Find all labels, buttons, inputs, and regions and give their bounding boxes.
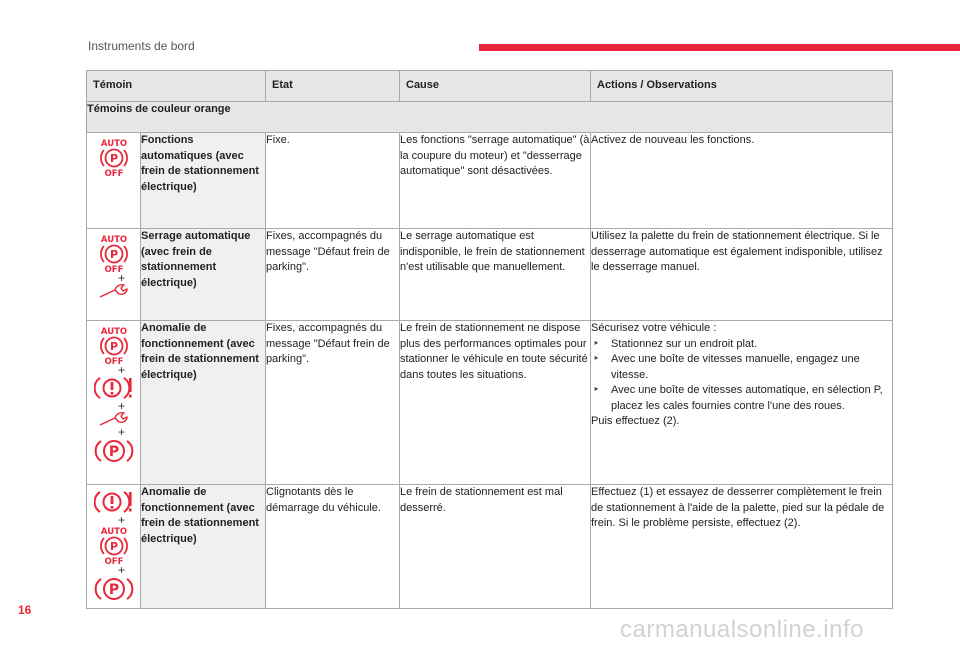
svg-text:AUTO: AUTO — [100, 235, 127, 245]
parking-brake-p-icon — [94, 437, 134, 465]
temoin-name: Fonctions automatiques (avec frein de stationnement électrique) — [141, 133, 266, 229]
svg-text:P: P — [109, 248, 118, 261]
svg-text:AUTO: AUTO — [100, 527, 127, 537]
brake-warning-icon — [94, 375, 134, 401]
etat-text: Fixes, accompagnés du message "Défaut frein de parking". — [266, 229, 400, 321]
auto-off-p-icon — [97, 525, 131, 565]
svg-text:P: P — [109, 152, 118, 165]
cause-text: Le serrage automatique est indisponible, le frein de stationnement n'est utilisable que manuellement. — [400, 229, 591, 321]
parking-brake-p-icon — [94, 575, 134, 603]
svg-text:P: P — [108, 582, 119, 598]
group-title: Témoins de couleur orange — [87, 102, 893, 133]
wrench-icon — [97, 283, 131, 299]
auto-off-p-icon — [97, 325, 131, 365]
page-number: 16 — [18, 603, 32, 617]
cause-text: Le frein de stationnement est mal desserré. — [400, 485, 591, 609]
icon-cell — [87, 229, 141, 321]
watermark: carmanualsonline.info — [620, 616, 864, 643]
list-item: ‣ Stationnez sur un endroit plat. — [591, 337, 892, 353]
actions-text: Activez de nouveau les fonctions. — [591, 133, 893, 229]
plus-sign: + — [117, 563, 125, 577]
column-header-actions: Actions / Observations — [591, 71, 893, 102]
icon-cell — [87, 133, 141, 229]
svg-text:P: P — [108, 444, 119, 460]
brake-warning-icon — [94, 489, 134, 515]
warning-lights-table — [86, 70, 893, 609]
icon-cell — [87, 485, 141, 609]
table-row — [87, 133, 893, 229]
cause-text: Les fonctions "serrage automatique" (à la coupure du moteur) et "desserrage automatique" sont désactivées. — [400, 133, 591, 229]
table-row — [87, 321, 893, 485]
svg-text:AUTO: AUTO — [100, 327, 127, 337]
plus-sign: + — [117, 271, 125, 285]
svg-text:P: P — [109, 340, 118, 353]
svg-text:OFF: OFF — [104, 169, 123, 177]
svg-text:P: P — [109, 540, 118, 553]
column-header-cause: Cause — [400, 71, 591, 102]
actions-cell — [591, 321, 893, 485]
temoin-name: Anomalie de fonctionnement (avec frein de stationnement électrique) — [141, 321, 266, 485]
group-row — [87, 102, 893, 133]
plus-sign: + — [117, 399, 125, 413]
etat-text: Fixe. — [266, 133, 400, 229]
svg-text:OFF: OFF — [104, 557, 123, 565]
table-header-row — [87, 71, 893, 102]
list-item: ‣ Avec une boîte de vitesses manuelle, engagez une vitesse. — [591, 352, 892, 383]
header-accent-bar — [479, 44, 960, 51]
svg-text:OFF: OFF — [104, 357, 123, 365]
list-item: ‣ Avec une boîte de vitesses automatique, en sélection P, placez les cales fournies contre l'une des roues. — [591, 383, 892, 414]
icon-cell — [87, 321, 141, 485]
section-title: Instruments de bord — [88, 39, 195, 53]
temoin-name: Anomalie de fonctionnement (avec frein de stationnement électrique) — [141, 485, 266, 609]
actions-text: Effectuez (1) et essayez de desserrer complètement le frein de stationnement à l'aide de la palette, pied sur la pédale de frein. Si le problème persiste, effectuez (2). — [591, 485, 893, 609]
table-row — [87, 485, 893, 609]
temoin-name: Serrage automatique (avec frein de stationnement électrique) — [141, 229, 266, 321]
svg-text:OFF: OFF — [104, 265, 123, 273]
actions-intro: Sécurisez votre véhicule : — [591, 322, 717, 334]
column-header-temoin: Témoin — [87, 71, 266, 102]
table-row — [87, 229, 893, 321]
plus-sign: + — [117, 363, 125, 377]
svg-text:AUTO: AUTO — [100, 139, 127, 149]
plus-sign: + — [117, 425, 125, 439]
actions-text: Utilisez la palette du frein de stationnement électrique. Si le desserrage automatique est également indisponible, utilisez le desserrage manuel. — [591, 229, 893, 321]
auto-off-p-icon — [97, 233, 131, 273]
etat-text: Fixes, accompagnés du message "Défaut frein de parking". — [266, 321, 400, 485]
cause-text: Le frein de stationnement ne dispose plus des performances optimales pour stationner le véhicule en toute sécurité dans toutes les situations. — [400, 321, 591, 485]
actions-list — [591, 337, 892, 415]
wrench-icon — [97, 411, 131, 427]
plus-sign: + — [117, 513, 125, 527]
actions-outro: Puis effectuez (2). — [591, 415, 680, 427]
column-header-etat: Etat — [266, 71, 400, 102]
auto-off-p-icon — [97, 137, 131, 177]
etat-text: Clignotants dès le démarrage du véhicule. — [266, 485, 400, 609]
